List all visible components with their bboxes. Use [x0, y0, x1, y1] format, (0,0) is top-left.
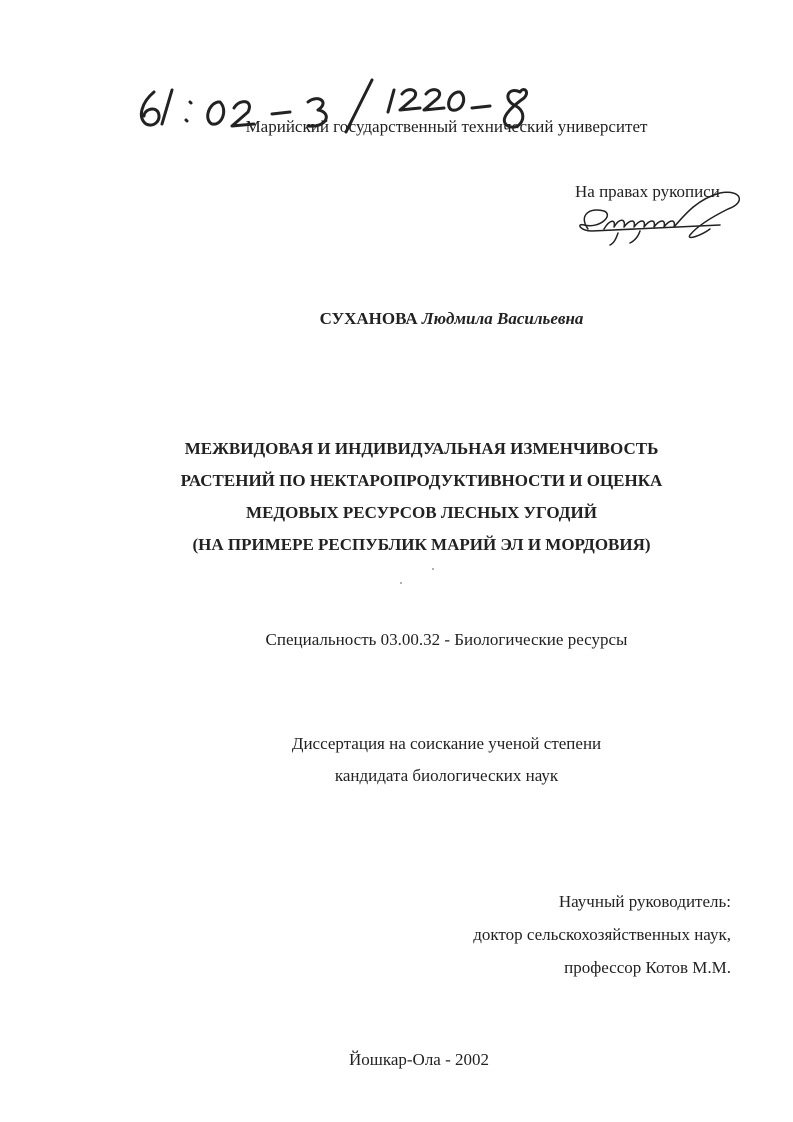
title-line: РАСТЕНИЙ ПО НЕКТАРОПРОДУКТИВНОСТИ И ОЦЕНКА	[180, 471, 663, 490]
city-year: Йошкар-Ола - 2002	[348, 1050, 490, 1069]
scientific-advisor	[473, 885, 731, 984]
advisor-line: профессор Котов М.М.	[564, 958, 731, 977]
speciality: Специальность 03.00.32 - Биологические ресурсы	[265, 630, 628, 649]
title-line: (НА ПРИМЕРЕ РЕСПУБЛИК МАРИЙ ЭЛ И МОРДОВИЯ)	[192, 535, 651, 554]
degree-line: Диссертация на соискание ученой степени	[291, 734, 602, 753]
author-name	[0, 309, 793, 329]
degree-statement	[0, 728, 793, 792]
scan-speck	[400, 582, 402, 584]
university-name: Марийский государственный технический университет	[245, 117, 648, 136]
author-surname: СУХАНОВА	[319, 309, 418, 328]
scan-speck	[432, 568, 434, 570]
title-line: МЕЖВИДОВАЯ И ИНДИВИДУАЛЬНАЯ ИЗМЕНЧИВОСТЬ	[184, 439, 659, 458]
advisor-line: доктор сельскохозяйственных наук,	[473, 925, 731, 944]
rights-note: На правах рукописи	[575, 182, 720, 201]
author-given-names: Людмила Васильевна	[421, 309, 584, 328]
dissertation-title	[0, 433, 793, 561]
title-line: МЕДОВЫХ РЕСУРСОВ ЛЕСНЫХ УГОДИЙ	[246, 503, 597, 522]
signature-drawing	[570, 185, 750, 250]
signature	[570, 185, 750, 250]
advisor-line: Научный руководитель:	[558, 892, 731, 911]
degree-line: кандидата биологических наук	[334, 766, 559, 785]
